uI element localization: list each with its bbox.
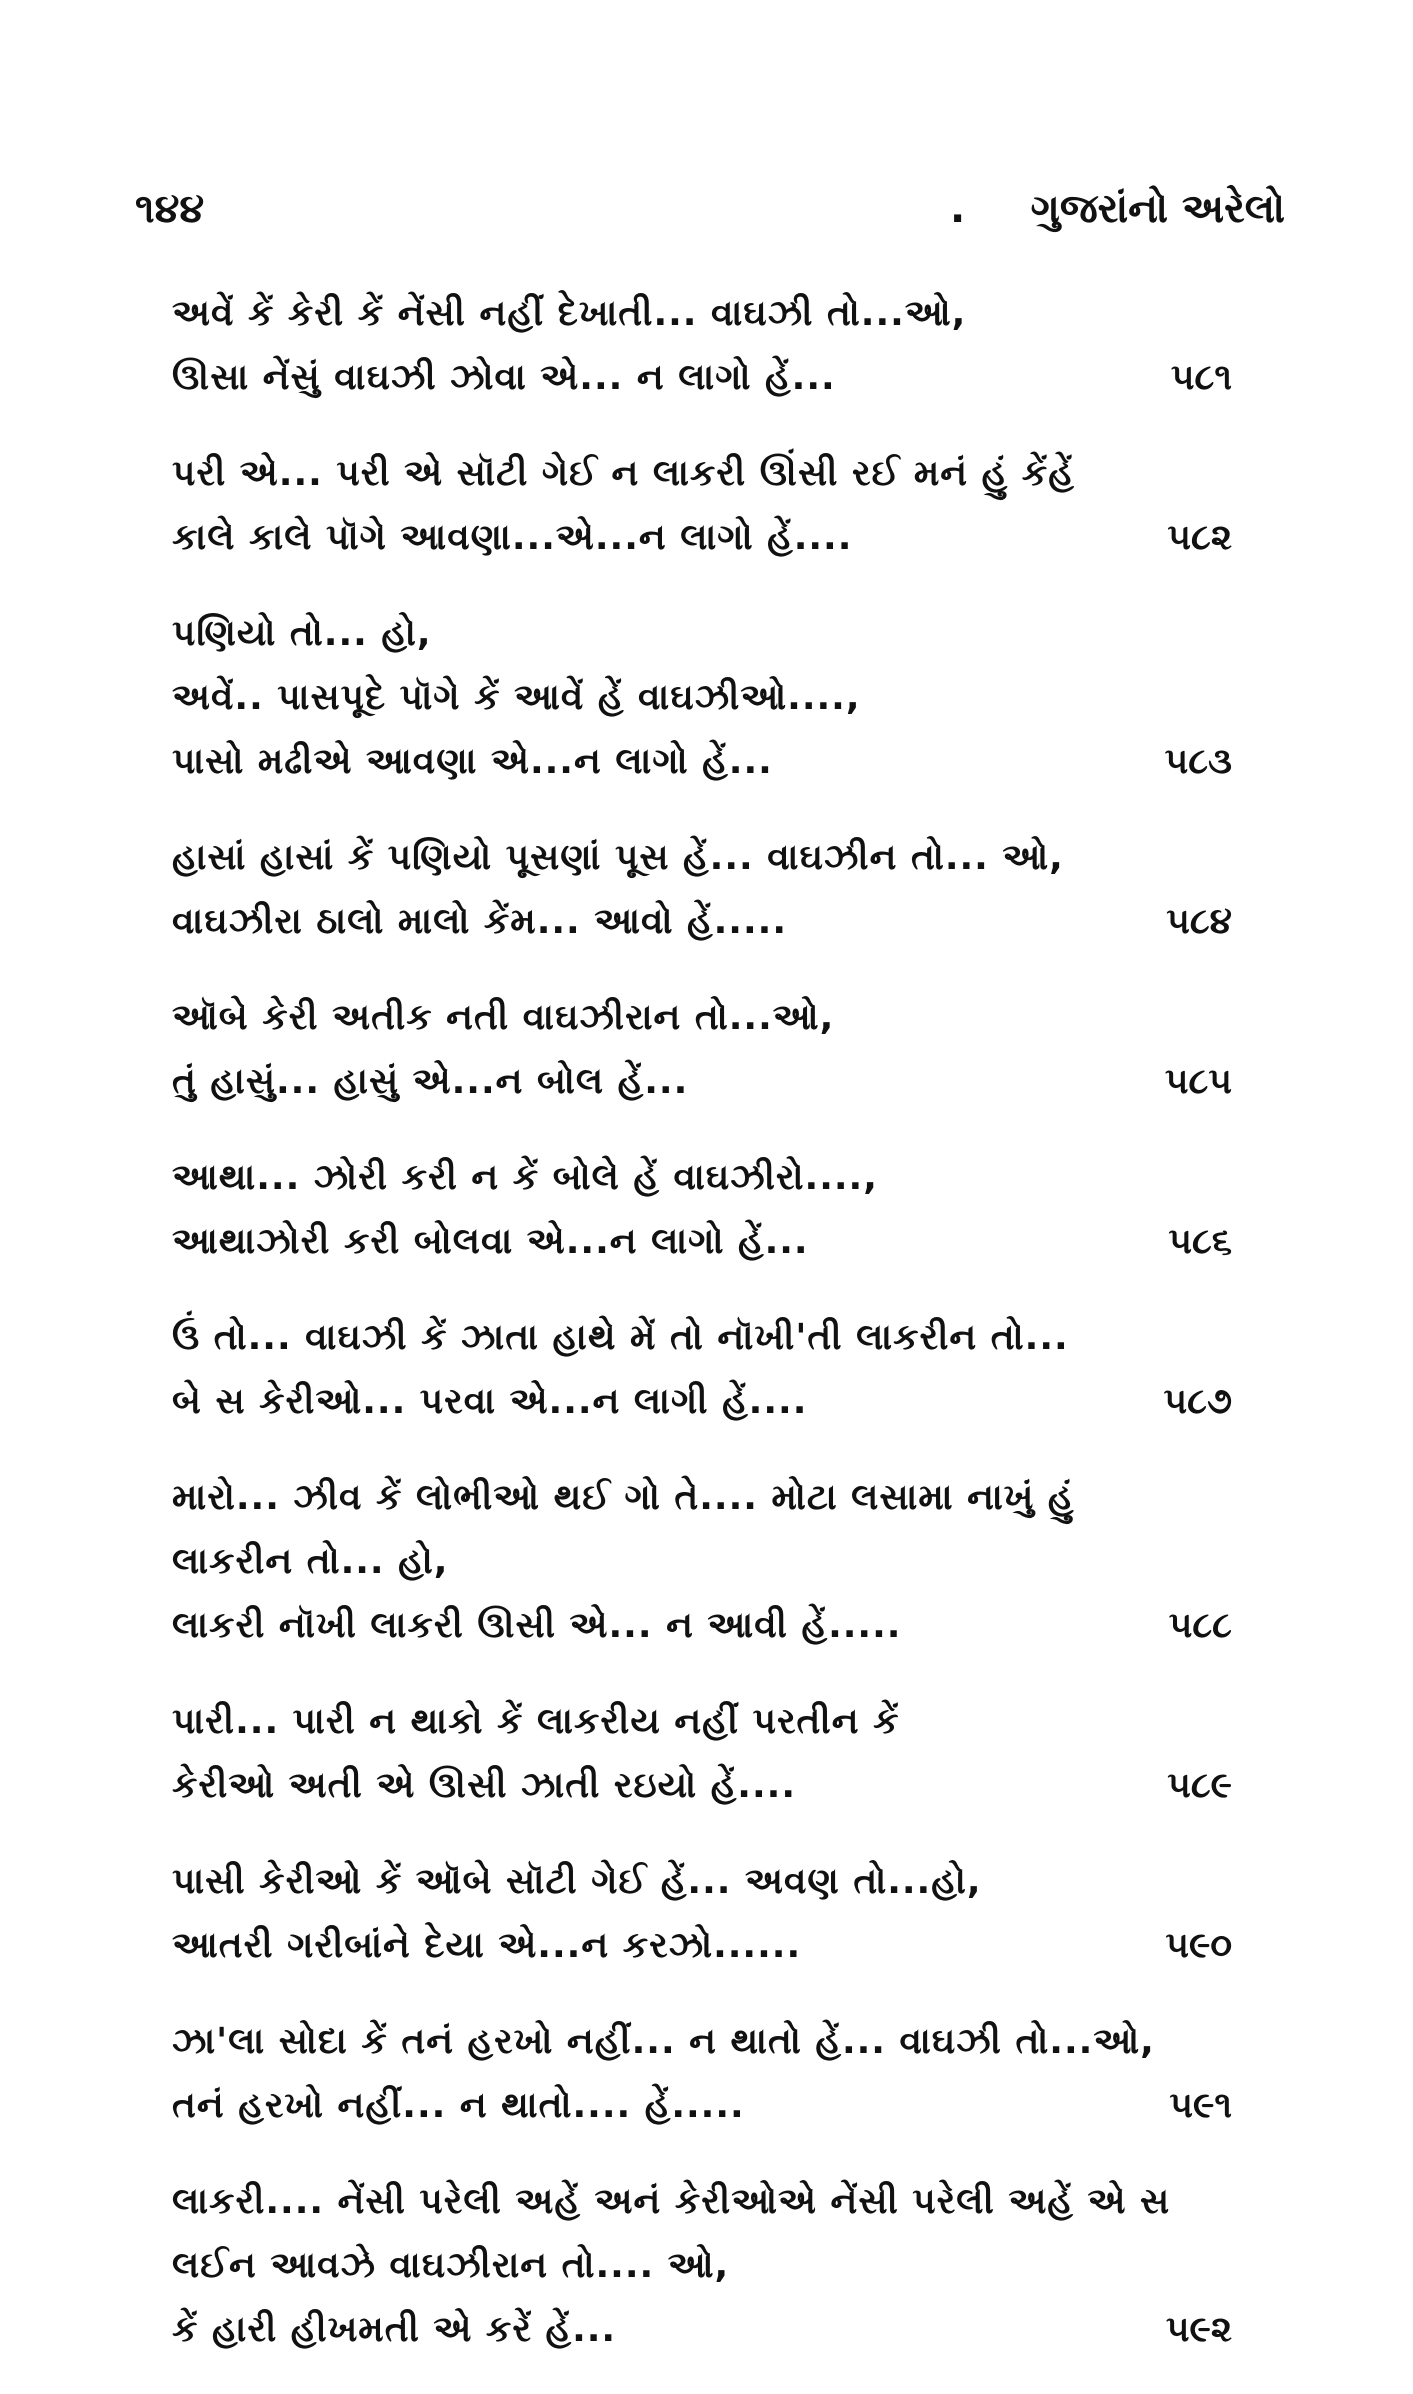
verse-number: ૫૯૦ — [1165, 1925, 1232, 1966]
verse-stanza — [172, 1146, 1232, 1274]
running-title: ગુજરાંનો અરેલો — [1030, 186, 1285, 232]
verse-line: મારો... ઝીવ કેં લોભીઓ થઈ ગો તે.... મોટા લસામા નાખું હું — [172, 1477, 1075, 1518]
verse-line: બે સ કેરીઓ... પરવા એ...ન લાગી હેં.... — [172, 1381, 808, 1422]
verse-number: ૫૮૯ — [1167, 1765, 1232, 1806]
verse-number: ૫૮૪ — [1166, 901, 1232, 942]
verse-line: અવેં.. પાસપૂદે પૉગે કેં આવેં હેં વાઘઝીઓ...., — [172, 677, 861, 718]
verse-line: ઝા'લા સોદા કેં તનં હરખો નહીં... ન થાતો હેં... વાઘઝી તો...ઓ, — [172, 2021, 1155, 2062]
page-number: ૧૪૪ — [135, 186, 205, 232]
verse-stanza — [172, 1466, 1232, 1658]
verse-stanza — [172, 1690, 1232, 1818]
verse-list — [172, 282, 1232, 2394]
verse-line: ઉં તો... વાઘઝી કેં ઝાતા હાથે મેં તો નૉખી'તી લાકરીન તો... — [172, 1317, 1069, 1358]
verse-number: ૫૮૬ — [1168, 1221, 1232, 1262]
verse-stanza — [172, 1306, 1232, 1434]
verse-line: કેરીઓ અતી એ ઊસી ઝાતી રઇયો હેં.... — [172, 1765, 796, 1806]
verse-line: હાસાં હાસાં કેં પણિયો પૂસણાં પૂસ હેં... વાઘઝીન તો... ઓ, — [172, 837, 1064, 878]
verse-line: લાકરીન તો... હો, — [172, 1541, 449, 1582]
verse-number: ૫૮૧ — [1170, 357, 1232, 398]
verse-line: લાકરી નૉખી લાકરી ઊસી એ... ન આવી હેં..... — [172, 1605, 902, 1646]
page-header — [135, 186, 1285, 246]
verse-stanza — [172, 986, 1232, 1114]
verse-line: કાલે કાલે પૉગે આવણા...એ...ન લાગો હેં.... — [172, 517, 853, 558]
verse-line: આથા... ઝોરી કરી ન કેં બોલે હેં વાઘઝીરો...., — [172, 1157, 878, 1198]
verse-line: અવેં કેં કેરી કેં નેંસી નહીં દેખાતી... વાઘઝી તો...ઓ, — [172, 293, 967, 334]
verse-line: ઑબે કેરી અતીક નતી વાઘઝીરાન તો...ઓ, — [172, 997, 835, 1038]
verse-stanza — [172, 2170, 1232, 2362]
verse-line: લાકરી.... નેંસી પરેલી અહેં અનં કેરીઓએ નેંસી પરેલી અહેં એ સ — [172, 2181, 1171, 2222]
verse-line: આતરી ગરીબાંને દેયા એ...ન કરઝો...... — [172, 1925, 802, 1966]
verse-line: લઈન આવઝે વાઘઝીરાન તો.... ઓ, — [172, 2245, 730, 2286]
verse-line: તનં હરખો નહીં... ન થાતો.... હેં..... — [172, 2085, 745, 2126]
verse-number: ૫૮૫ — [1164, 1061, 1232, 1102]
verse-line: પરી એ... પરી એ સૉટી ગેઈ ન લાકરી ઊંસી રઈ મનં હું કેંહેં — [172, 453, 1075, 494]
verse-line: વાઘઝીરા ઠાલો માલો કેંમ... આવો હેં..... — [172, 901, 787, 942]
verse-stanza — [172, 442, 1232, 570]
verse-number: ૫૮૭ — [1163, 1381, 1232, 1422]
verse-stanza — [172, 1850, 1232, 1978]
verse-number: ૫૮૨ — [1167, 517, 1232, 558]
header-dot: . — [950, 186, 966, 232]
verse-line: કેં હારી હીખમતી એ કરેં હેં... — [172, 2309, 617, 2350]
verse-line: પાસો મઢીએ આવણા એ...ન લાગો હેં... — [172, 741, 773, 782]
verse-line: ઊસા નેંસું વાઘઝી ઝોવા એ... ન લાગો હેં... — [172, 357, 836, 398]
verse-line: આથાઝોરી કરી બોલવા એ...ન લાગો હેં... — [172, 1221, 809, 1262]
verse-number: ૫૮૩ — [1164, 741, 1232, 782]
verse-number: ૫૯૧ — [1169, 2085, 1232, 2126]
verse-number: ૫૯૨ — [1165, 2309, 1232, 2350]
verse-line: પારી... પારી ન થાકો કેં લાકરીય નહીં પરતીન કેં — [172, 1701, 900, 1742]
verse-line: પણિયો તો... હો, — [172, 613, 432, 654]
verse-line: પાસી કેરીઓ કેં ઑબે સૉટી ગેઈ હેં... અવણ તો...હો, — [172, 1861, 982, 1902]
verse-line: તું હાસું... હાસું એ...ન બોલ હેં... — [172, 1061, 689, 1102]
verse-stanza — [172, 826, 1232, 954]
verse-stanza — [172, 2010, 1232, 2138]
verse-stanza — [172, 602, 1232, 794]
verse-number: ૫૮૮ — [1168, 1605, 1232, 1646]
verse-stanza — [172, 282, 1232, 410]
